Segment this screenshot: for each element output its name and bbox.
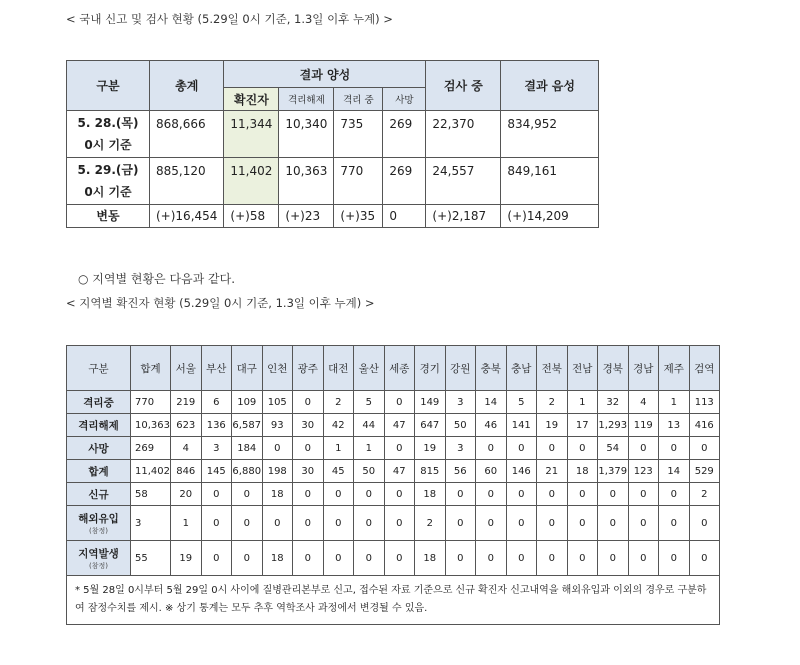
row-label: 격리중 — [67, 391, 131, 414]
table-cell: 0 — [476, 541, 507, 576]
table-cell: 219 — [171, 391, 202, 414]
table-cell: 0 — [354, 483, 385, 506]
table-cell: 3 — [445, 437, 476, 460]
col-header: 서울 — [171, 346, 202, 391]
col-header: 광주 — [293, 346, 324, 391]
table-cell: 6,587 — [232, 414, 263, 437]
table-cell: 0 — [293, 541, 324, 576]
cell-released: 10,340 — [279, 111, 334, 158]
cell-confirmed: 11,344 — [224, 111, 279, 158]
table-cell: 0 — [354, 541, 385, 576]
table-cell: 0 — [628, 541, 659, 576]
table-cell: 198 — [262, 460, 293, 483]
table-cell: 0 — [476, 506, 507, 541]
col-header: 전남 — [567, 346, 598, 391]
table-cell: 0 — [537, 506, 568, 541]
col-header-deaths: 사망 — [383, 88, 426, 111]
col-header-testing: 검사 중 — [426, 61, 501, 111]
table-row — [67, 483, 720, 506]
row-label: 변동 — [67, 205, 150, 228]
cell-released: 10,363 — [279, 158, 334, 205]
table-cell: 529 — [689, 460, 720, 483]
col-header-released: 격리해제 — [279, 88, 334, 111]
table-cell: 14 — [476, 391, 507, 414]
table-cell: 47 — [384, 460, 415, 483]
table-cell: 13 — [659, 414, 690, 437]
table-cell: 0 — [445, 506, 476, 541]
col-header: 세종 — [384, 346, 415, 391]
table-row — [67, 541, 720, 576]
table-cell: 1,293 — [598, 414, 629, 437]
cell-negative: 834,952 — [501, 111, 599, 158]
table-cell: 0 — [262, 437, 293, 460]
regional-status-table — [66, 345, 720, 625]
col-header: 구분 — [67, 346, 131, 391]
table-cell: 0 — [293, 506, 324, 541]
table-cell: 30 — [293, 460, 324, 483]
row-label: 격리해제 — [67, 414, 131, 437]
table-cell: 3 — [201, 437, 232, 460]
col-header-isolated: 격리 중 — [334, 88, 383, 111]
table-cell: 6 — [201, 391, 232, 414]
table-cell: 17 — [567, 414, 598, 437]
cell-deaths: 269 — [383, 158, 426, 205]
table-cell: 2 — [537, 391, 568, 414]
table-cell: 0 — [293, 391, 324, 414]
table-cell: 2 — [689, 483, 720, 506]
table-cell: 647 — [415, 414, 446, 437]
table-cell: 11,402 — [131, 460, 171, 483]
cell-testing: 22,370 — [426, 111, 501, 158]
table-cell: 14 — [659, 460, 690, 483]
table-cell: 149 — [415, 391, 446, 414]
row-label: 5. 28.(목) 0시 기준 — [67, 111, 150, 158]
table-row — [67, 158, 599, 205]
table-cell: 136 — [201, 414, 232, 437]
col-header-type: 구분 — [67, 61, 150, 111]
table-cell: 0 — [293, 483, 324, 506]
table-cell: 50 — [354, 460, 385, 483]
table-cell: 0 — [384, 483, 415, 506]
table-cell: 0 — [384, 506, 415, 541]
table-cell: 0 — [537, 541, 568, 576]
cell-total: (+)16,454 — [150, 205, 224, 228]
table-cell: 5 — [506, 391, 537, 414]
cell-negative: (+)14,209 — [501, 205, 599, 228]
col-header: 충남 — [506, 346, 537, 391]
table-cell: 105 — [262, 391, 293, 414]
table-cell: 846 — [171, 460, 202, 483]
table-cell: 0 — [384, 437, 415, 460]
table-cell: 47 — [384, 414, 415, 437]
table-cell: 0 — [689, 506, 720, 541]
cell-negative: 849,161 — [501, 158, 599, 205]
table-cell: 0 — [598, 483, 629, 506]
table-cell: 18 — [262, 541, 293, 576]
table-cell: 93 — [262, 414, 293, 437]
col-header-positive: 결과 양성 — [224, 61, 426, 88]
col-header: 인천 — [262, 346, 293, 391]
table-row — [67, 391, 720, 414]
table-cell: 19 — [415, 437, 446, 460]
cell-total: 868,666 — [150, 111, 224, 158]
cell-isolated: 735 — [334, 111, 383, 158]
table-cell: 32 — [598, 391, 629, 414]
row-label: 5. 29.(금) 0시 기준 — [67, 158, 150, 205]
table-cell: 1,379 — [598, 460, 629, 483]
table-cell: 44 — [354, 414, 385, 437]
table-cell: 58 — [131, 483, 171, 506]
table-cell: 20 — [171, 483, 202, 506]
table-cell: 56 — [445, 460, 476, 483]
table-cell: 3 — [131, 506, 171, 541]
table-cell: 0 — [628, 437, 659, 460]
table-cell: 18 — [567, 460, 598, 483]
row-label: 사망 — [67, 437, 131, 460]
table-cell: 0 — [567, 483, 598, 506]
table-cell: 623 — [171, 414, 202, 437]
table-cell: 145 — [201, 460, 232, 483]
cell-confirmed: (+)58 — [224, 205, 279, 228]
table-cell: 0 — [659, 541, 690, 576]
table-cell: 2 — [415, 506, 446, 541]
testing-status-table — [66, 60, 599, 228]
table-cell: 0 — [476, 437, 507, 460]
table-cell: 18 — [415, 541, 446, 576]
table-row — [67, 414, 720, 437]
table-cell: 0 — [537, 483, 568, 506]
table-cell: 42 — [323, 414, 354, 437]
row-label: 지역발생 (참정) — [67, 541, 131, 576]
table-cell: 55 — [131, 541, 171, 576]
table-cell: 46 — [476, 414, 507, 437]
table-row — [67, 460, 720, 483]
region-intro-text: ○ 지역별 현황은 다음과 같다. — [78, 272, 236, 286]
table-cell: 0 — [659, 437, 690, 460]
footnote: * 5월 28일 0시부터 5월 29일 0시 사이에 질병관리본부로 신고, 접수된 자료 기준으로 신규 확진자 신고내역을 해외유입과 이외의 경우로 구분하여 잠정수치를 제시. ※ 상기 통계는 모두 추후 역학조사 과정에서 변경될 수 있음. — [67, 576, 720, 625]
table-cell: 109 — [232, 391, 263, 414]
table-cell: 18 — [415, 483, 446, 506]
table-cell: 1 — [659, 391, 690, 414]
table-cell: 3 — [445, 391, 476, 414]
table2-caption: < 지역별 확진자 현황 (5.29일 0시 기준, 1.3일 이후 누계) > — [66, 296, 375, 310]
table-cell: 45 — [323, 460, 354, 483]
table-cell: 119 — [628, 414, 659, 437]
table-cell: 0 — [689, 541, 720, 576]
table-cell: 0 — [323, 483, 354, 506]
col-header: 경기 — [415, 346, 446, 391]
col-header: 제주 — [659, 346, 690, 391]
table-cell: 0 — [201, 483, 232, 506]
cell-isolated: (+)35 — [334, 205, 383, 228]
cell-released: (+)23 — [279, 205, 334, 228]
table-cell: 19 — [537, 414, 568, 437]
table1-caption: < 국내 신고 및 검사 현황 (5.29일 0시 기준, 1.3일 이후 누계) > — [66, 12, 393, 26]
table-cell: 141 — [506, 414, 537, 437]
cell-total: 885,120 — [150, 158, 224, 205]
table-cell: 1 — [354, 437, 385, 460]
table-row — [67, 437, 720, 460]
table-cell: 770 — [131, 391, 171, 414]
table-cell: 0 — [201, 541, 232, 576]
table-cell: 1 — [567, 391, 598, 414]
col-header: 충북 — [476, 346, 507, 391]
cell-deaths: 269 — [383, 111, 426, 158]
table-cell: 0 — [567, 541, 598, 576]
cell-testing: (+)2,187 — [426, 205, 501, 228]
table-cell: 10,363 — [131, 414, 171, 437]
col-header: 대구 — [232, 346, 263, 391]
table-row — [67, 111, 599, 158]
table-cell: 0 — [598, 506, 629, 541]
cell-testing: 24,557 — [426, 158, 501, 205]
table-cell: 0 — [659, 506, 690, 541]
row-label: 해외유입 (참정) — [67, 506, 131, 541]
cell-confirmed: 11,402 — [224, 158, 279, 205]
col-header: 경남 — [628, 346, 659, 391]
col-header: 전북 — [537, 346, 568, 391]
cell-isolated: 770 — [334, 158, 383, 205]
table-cell: 0 — [567, 437, 598, 460]
table-cell: 184 — [232, 437, 263, 460]
table-cell: 0 — [201, 506, 232, 541]
table-cell: 0 — [445, 541, 476, 576]
table-cell: 0 — [293, 437, 324, 460]
table-cell: 0 — [232, 506, 263, 541]
table-cell: 815 — [415, 460, 446, 483]
col-header: 검역 — [689, 346, 720, 391]
table-row-diff — [67, 205, 599, 228]
col-header: 강원 — [445, 346, 476, 391]
table-cell: 0 — [476, 483, 507, 506]
table-cell: 0 — [323, 541, 354, 576]
col-header-total: 총계 — [150, 61, 224, 111]
table-cell: 0 — [354, 506, 385, 541]
col-header: 경북 — [598, 346, 629, 391]
row-label: 신규 — [67, 483, 131, 506]
table-cell: 0 — [628, 506, 659, 541]
table-header-row — [67, 346, 720, 391]
table-cell: 123 — [628, 460, 659, 483]
table-cell: 0 — [232, 483, 263, 506]
table-cell: 18 — [262, 483, 293, 506]
table-cell: 0 — [659, 483, 690, 506]
table-cell: 0 — [384, 391, 415, 414]
col-header: 울산 — [354, 346, 385, 391]
table-cell: 50 — [445, 414, 476, 437]
table-cell: 416 — [689, 414, 720, 437]
col-header: 부산 — [201, 346, 232, 391]
table-cell: 0 — [445, 483, 476, 506]
table-cell: 4 — [628, 391, 659, 414]
table-cell: 0 — [628, 483, 659, 506]
table-cell: 5 — [354, 391, 385, 414]
table-cell: 146 — [506, 460, 537, 483]
table-cell: 54 — [598, 437, 629, 460]
table-cell: 4 — [171, 437, 202, 460]
table-cell: 0 — [567, 506, 598, 541]
row-label: 합계 — [67, 460, 131, 483]
table-cell: 2 — [323, 391, 354, 414]
table-cell: 0 — [323, 506, 354, 541]
table-cell: 30 — [293, 414, 324, 437]
table-cell: 0 — [506, 506, 537, 541]
table-cell: 0 — [506, 437, 537, 460]
table-cell: 0 — [689, 437, 720, 460]
table-cell: 113 — [689, 391, 720, 414]
table-cell: 1 — [171, 506, 202, 541]
col-header-negative: 결과 음성 — [501, 61, 599, 111]
table-cell: 0 — [506, 541, 537, 576]
col-header: 대전 — [323, 346, 354, 391]
table-cell: 19 — [171, 541, 202, 576]
table-cell: 269 — [131, 437, 171, 460]
table-cell: 1 — [323, 437, 354, 460]
table-cell: 0 — [384, 541, 415, 576]
table-cell: 0 — [537, 437, 568, 460]
col-header: 합계 — [131, 346, 171, 391]
table-row — [67, 506, 720, 541]
table-cell: 60 — [476, 460, 507, 483]
table-cell: 6,880 — [232, 460, 263, 483]
table-cell: 21 — [537, 460, 568, 483]
table-cell: 0 — [232, 541, 263, 576]
table-cell: 0 — [506, 483, 537, 506]
col-header-confirmed: 확진자 — [224, 88, 279, 111]
table-cell: 0 — [598, 541, 629, 576]
cell-deaths: 0 — [383, 205, 426, 228]
table-cell: 0 — [262, 506, 293, 541]
